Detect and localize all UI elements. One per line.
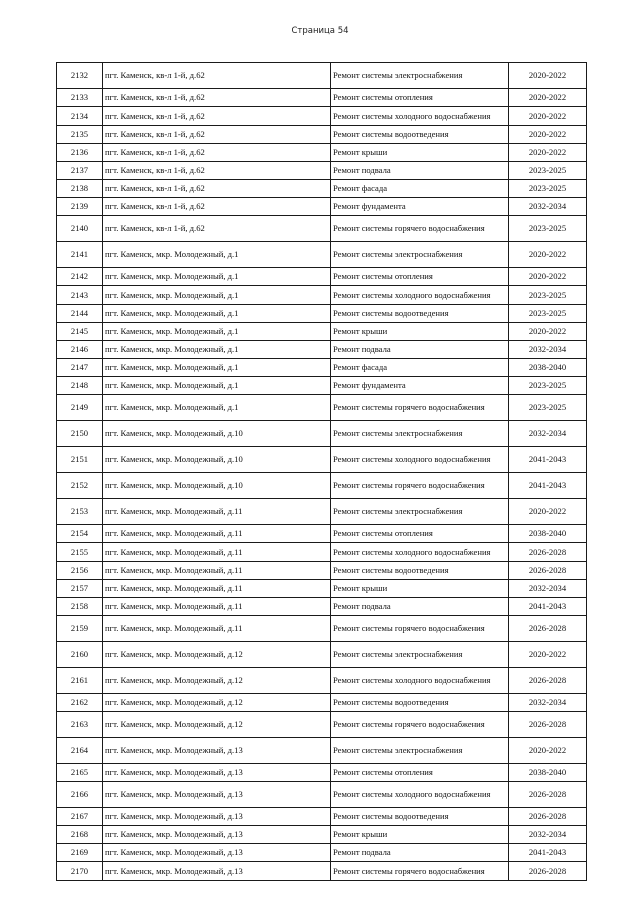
table-row: [57, 286, 587, 305]
address-cell: пгт. Каменск, мкр. Молодежный, д.13: [103, 862, 331, 881]
period-cell: 2026-2028: [509, 543, 587, 562]
row-number-cell: 2168: [57, 826, 103, 844]
address-cell: пгт. Каменск, кв-л 1-й, д.62: [103, 89, 331, 107]
table-row: [57, 844, 587, 862]
table-row: [57, 359, 587, 377]
row-number-cell: 2150: [57, 421, 103, 447]
table-row: [57, 421, 587, 447]
table-row: [57, 598, 587, 616]
address-cell: пгт. Каменск, мкр. Молодежный, д.1: [103, 286, 331, 305]
work-type-cell: Ремонт крыши: [331, 826, 509, 844]
work-type-cell: Ремонт системы водоотведения: [331, 694, 509, 712]
period-cell: 2032-2034: [509, 580, 587, 598]
row-number-cell: 2152: [57, 473, 103, 499]
table-row: [57, 162, 587, 180]
period-cell: 2023-2025: [509, 216, 587, 242]
address-cell: пгт. Каменск, кв-л 1-й, д.62: [103, 107, 331, 126]
address-cell: пгт. Каменск, мкр. Молодежный, д.11: [103, 543, 331, 562]
address-cell: пгт. Каменск, мкр. Молодежный, д.11: [103, 580, 331, 598]
table-row: [57, 712, 587, 738]
address-cell: пгт. Каменск, мкр. Молодежный, д.13: [103, 844, 331, 862]
table-row: [57, 323, 587, 341]
work-type-cell: Ремонт системы горячего водоснабжения: [331, 473, 509, 499]
table-row: [57, 826, 587, 844]
work-type-cell: Ремонт системы отопления: [331, 525, 509, 543]
period-cell: 2023-2025: [509, 180, 587, 198]
row-number-cell: 2158: [57, 598, 103, 616]
period-cell: 2020-2022: [509, 126, 587, 144]
work-type-cell: Ремонт системы электроснабжения: [331, 421, 509, 447]
address-cell: пгт. Каменск, мкр. Молодежный, д.1: [103, 323, 331, 341]
table-row: [57, 543, 587, 562]
row-number-cell: 2136: [57, 144, 103, 162]
work-type-cell: Ремонт системы горячего водоснабжения: [331, 216, 509, 242]
address-cell: пгт. Каменск, мкр. Молодежный, д.11: [103, 562, 331, 580]
row-number-cell: 2169: [57, 844, 103, 862]
row-number-cell: 2151: [57, 447, 103, 473]
row-number-cell: 2139: [57, 198, 103, 216]
work-type-cell: Ремонт системы отопления: [331, 268, 509, 286]
table-row: [57, 144, 587, 162]
work-type-cell: Ремонт фундамента: [331, 377, 509, 395]
work-type-cell: Ремонт фасада: [331, 359, 509, 377]
table-row: [57, 89, 587, 107]
address-cell: пгт. Каменск, мкр. Молодежный, д.1: [103, 305, 331, 323]
period-cell: 2032-2034: [509, 826, 587, 844]
address-cell: пгт. Каменск, кв-л 1-й, д.62: [103, 216, 331, 242]
period-cell: 2026-2028: [509, 808, 587, 826]
period-cell: 2020-2022: [509, 89, 587, 107]
address-cell: пгт. Каменск, кв-л 1-й, д.62: [103, 144, 331, 162]
address-cell: пгт. Каменск, мкр. Молодежный, д.11: [103, 616, 331, 642]
table-row: [57, 642, 587, 668]
table-row: [57, 562, 587, 580]
row-number-cell: 2146: [57, 341, 103, 359]
repair-schedule-table: [56, 62, 587, 881]
work-type-cell: Ремонт крыши: [331, 323, 509, 341]
row-number-cell: 2161: [57, 668, 103, 694]
work-type-cell: Ремонт системы электроснабжения: [331, 499, 509, 525]
work-type-cell: Ремонт подвала: [331, 844, 509, 862]
table-row: [57, 473, 587, 499]
row-number-cell: 2140: [57, 216, 103, 242]
work-type-cell: Ремонт системы водоотведения: [331, 562, 509, 580]
period-cell: 2023-2025: [509, 377, 587, 395]
address-cell: пгт. Каменск, кв-л 1-й, д.62: [103, 198, 331, 216]
row-number-cell: 2154: [57, 525, 103, 543]
table-row: [57, 268, 587, 286]
period-cell: 2020-2022: [509, 323, 587, 341]
table-row: [57, 580, 587, 598]
period-cell: 2020-2022: [509, 107, 587, 126]
period-cell: 2032-2034: [509, 341, 587, 359]
work-type-cell: Ремонт системы холодного водоснабжения: [331, 447, 509, 473]
address-cell: пгт. Каменск, мкр. Молодежный, д.10: [103, 447, 331, 473]
row-number-cell: 2153: [57, 499, 103, 525]
row-number-cell: 2160: [57, 642, 103, 668]
address-cell: пгт. Каменск, мкр. Молодежный, д.1: [103, 268, 331, 286]
period-cell: 2020-2022: [509, 268, 587, 286]
period-cell: 2020-2022: [509, 242, 587, 268]
row-number-cell: 2167: [57, 808, 103, 826]
period-cell: 2038-2040: [509, 764, 587, 782]
table-row: [57, 126, 587, 144]
address-cell: пгт. Каменск, мкр. Молодежный, д.1: [103, 377, 331, 395]
address-cell: пгт. Каменск, мкр. Молодежный, д.13: [103, 738, 331, 764]
work-type-cell: Ремонт системы водоотведения: [331, 808, 509, 826]
row-number-cell: 2156: [57, 562, 103, 580]
row-number-cell: 2165: [57, 764, 103, 782]
address-cell: пгт. Каменск, мкр. Молодежный, д.13: [103, 826, 331, 844]
address-cell: пгт. Каменск, мкр. Молодежный, д.11: [103, 525, 331, 543]
table-row: [57, 616, 587, 642]
work-type-cell: Ремонт подвала: [331, 341, 509, 359]
period-cell: 2026-2028: [509, 782, 587, 808]
address-cell: пгт. Каменск, мкр. Молодежный, д.1: [103, 359, 331, 377]
work-type-cell: Ремонт системы электроснабжения: [331, 642, 509, 668]
work-type-cell: Ремонт системы горячего водоснабжения: [331, 712, 509, 738]
row-number-cell: 2138: [57, 180, 103, 198]
period-cell: 2023-2025: [509, 286, 587, 305]
row-number-cell: 2142: [57, 268, 103, 286]
row-number-cell: 2149: [57, 395, 103, 421]
row-number-cell: 2147: [57, 359, 103, 377]
row-number-cell: 2162: [57, 694, 103, 712]
address-cell: пгт. Каменск, мкр. Молодежный, д.1: [103, 395, 331, 421]
row-number-cell: 2134: [57, 107, 103, 126]
work-type-cell: Ремонт фундамента: [331, 198, 509, 216]
row-number-cell: 2135: [57, 126, 103, 144]
table-row: [57, 808, 587, 826]
work-type-cell: Ремонт системы холодного водоснабжения: [331, 668, 509, 694]
row-number-cell: 2133: [57, 89, 103, 107]
work-type-cell: Ремонт системы электроснабжения: [331, 738, 509, 764]
period-cell: 2041-2043: [509, 473, 587, 499]
address-cell: пгт. Каменск, мкр. Молодежный, д.13: [103, 782, 331, 808]
table-row: [57, 499, 587, 525]
address-cell: пгт. Каменск, мкр. Молодежный, д.11: [103, 598, 331, 616]
row-number-cell: 2170: [57, 862, 103, 881]
row-number-cell: 2132: [57, 63, 103, 89]
work-type-cell: Ремонт системы горячего водоснабжения: [331, 616, 509, 642]
table-body: [57, 63, 587, 881]
page-number-header: Страница 54: [291, 26, 349, 36]
address-cell: пгт. Каменск, мкр. Молодежный, д.10: [103, 473, 331, 499]
period-cell: 2023-2025: [509, 395, 587, 421]
row-number-cell: 2159: [57, 616, 103, 642]
table-row: [57, 738, 587, 764]
work-type-cell: Ремонт системы холодного водоснабжения: [331, 107, 509, 126]
row-number-cell: 2145: [57, 323, 103, 341]
address-cell: пгт. Каменск, кв-л 1-й, д.62: [103, 162, 331, 180]
row-number-cell: 2155: [57, 543, 103, 562]
table-row: [57, 216, 587, 242]
row-number-cell: 2137: [57, 162, 103, 180]
table-row: [57, 668, 587, 694]
table-row: [57, 782, 587, 808]
period-cell: 2023-2025: [509, 162, 587, 180]
address-cell: пгт. Каменск, мкр. Молодежный, д.1: [103, 242, 331, 268]
table-row: [57, 242, 587, 268]
period-cell: 2041-2043: [509, 844, 587, 862]
work-type-cell: Ремонт подвала: [331, 598, 509, 616]
work-type-cell: Ремонт системы водоотведения: [331, 126, 509, 144]
period-cell: 2026-2028: [509, 668, 587, 694]
period-cell: 2020-2022: [509, 144, 587, 162]
row-number-cell: 2143: [57, 286, 103, 305]
table-row: [57, 764, 587, 782]
work-type-cell: Ремонт системы холодного водоснабжения: [331, 782, 509, 808]
work-type-cell: Ремонт системы отопления: [331, 764, 509, 782]
period-cell: 2026-2028: [509, 616, 587, 642]
work-type-cell: Ремонт крыши: [331, 144, 509, 162]
table-row: [57, 525, 587, 543]
work-type-cell: Ремонт системы горячего водоснабжения: [331, 862, 509, 881]
period-cell: 2026-2028: [509, 712, 587, 738]
period-cell: 2032-2034: [509, 694, 587, 712]
period-cell: 2041-2043: [509, 598, 587, 616]
table-row: [57, 107, 587, 126]
address-cell: пгт. Каменск, мкр. Молодежный, д.1: [103, 341, 331, 359]
address-cell: пгт. Каменск, мкр. Молодежный, д.12: [103, 668, 331, 694]
work-type-cell: Ремонт системы электроснабжения: [331, 242, 509, 268]
work-type-cell: Ремонт системы электроснабжения: [331, 63, 509, 89]
table-row: [57, 198, 587, 216]
row-number-cell: 2166: [57, 782, 103, 808]
period-cell: 2020-2022: [509, 642, 587, 668]
period-cell: 2020-2022: [509, 738, 587, 764]
work-type-cell: Ремонт подвала: [331, 162, 509, 180]
work-type-cell: Ремонт крыши: [331, 580, 509, 598]
row-number-cell: 2148: [57, 377, 103, 395]
period-cell: 2038-2040: [509, 525, 587, 543]
table-row: [57, 395, 587, 421]
table-row: [57, 694, 587, 712]
period-cell: 2026-2028: [509, 562, 587, 580]
period-cell: 2032-2034: [509, 198, 587, 216]
period-cell: 2041-2043: [509, 447, 587, 473]
table-row: [57, 862, 587, 881]
period-cell: 2020-2022: [509, 63, 587, 89]
work-type-cell: Ремонт системы отопления: [331, 89, 509, 107]
row-number-cell: 2141: [57, 242, 103, 268]
address-cell: пгт. Каменск, кв-л 1-й, д.62: [103, 126, 331, 144]
table-row: [57, 447, 587, 473]
address-cell: пгт. Каменск, мкр. Молодежный, д.12: [103, 642, 331, 668]
period-cell: 2020-2022: [509, 499, 587, 525]
address-cell: пгт. Каменск, мкр. Молодежный, д.11: [103, 499, 331, 525]
work-type-cell: Ремонт системы холодного водоснабжения: [331, 286, 509, 305]
work-type-cell: Ремонт фасада: [331, 180, 509, 198]
table-row: [57, 341, 587, 359]
row-number-cell: 2144: [57, 305, 103, 323]
work-type-cell: Ремонт системы водоотведения: [331, 305, 509, 323]
address-cell: пгт. Каменск, мкр. Молодежный, д.13: [103, 764, 331, 782]
address-cell: пгт. Каменск, кв-л 1-й, д.62: [103, 63, 331, 89]
address-cell: пгт. Каменск, кв-л 1-й, д.62: [103, 180, 331, 198]
address-cell: пгт. Каменск, мкр. Молодежный, д.12: [103, 694, 331, 712]
row-number-cell: 2157: [57, 580, 103, 598]
table-row: [57, 180, 587, 198]
period-cell: 2038-2040: [509, 359, 587, 377]
table-row: [57, 63, 587, 89]
period-cell: 2032-2034: [509, 421, 587, 447]
address-cell: пгт. Каменск, мкр. Молодежный, д.10: [103, 421, 331, 447]
work-type-cell: Ремонт системы холодного водоснабжения: [331, 543, 509, 562]
table-row: [57, 305, 587, 323]
address-cell: пгт. Каменск, мкр. Молодежный, д.12: [103, 712, 331, 738]
address-cell: пгт. Каменск, мкр. Молодежный, д.13: [103, 808, 331, 826]
work-type-cell: Ремонт системы горячего водоснабжения: [331, 395, 509, 421]
row-number-cell: 2163: [57, 712, 103, 738]
period-cell: 2026-2028: [509, 862, 587, 881]
table-row: [57, 377, 587, 395]
period-cell: 2023-2025: [509, 305, 587, 323]
row-number-cell: 2164: [57, 738, 103, 764]
